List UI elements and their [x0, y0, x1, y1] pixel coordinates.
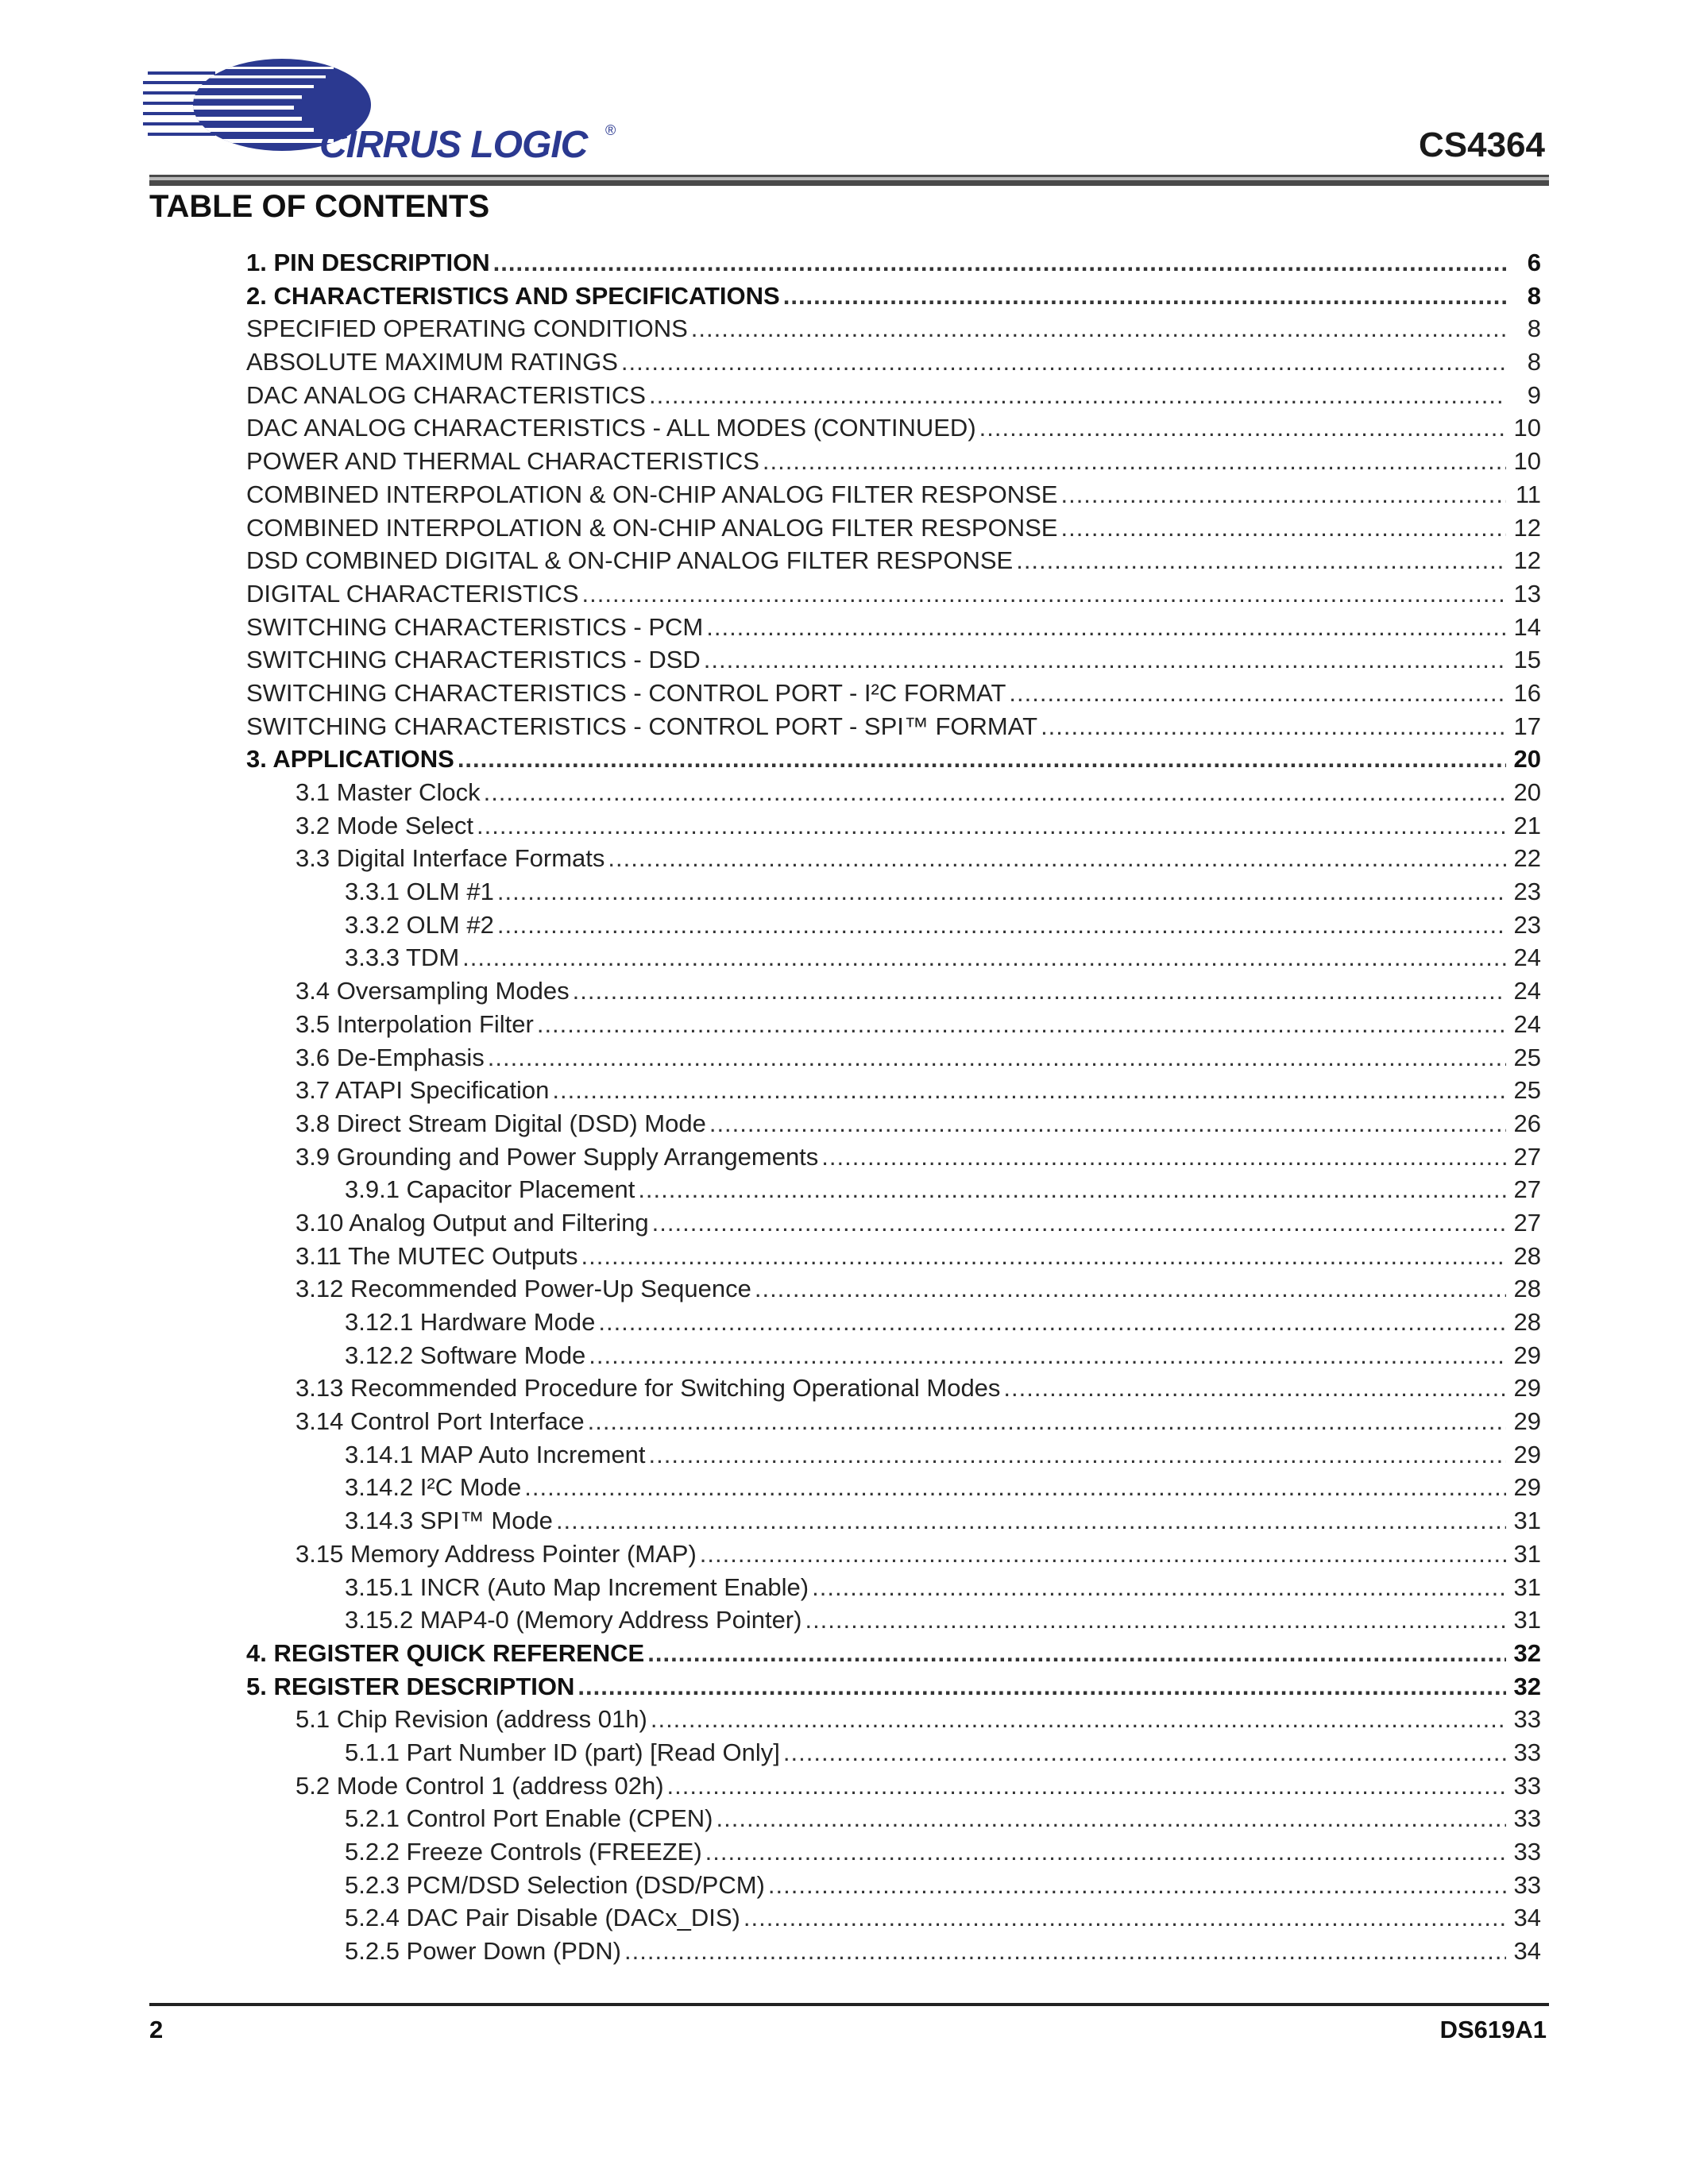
toc-entry[interactable]: [246, 1471, 1541, 1504]
dot-leader: [1041, 710, 1506, 743]
toc-entry-page: 23: [1513, 878, 1541, 906]
toc-entry-label: COMBINED INTERPOLATION & ON-CHIP ANALOG FILTER RESPONSE: [246, 513, 1058, 542]
toc-entry-page: 31: [1513, 1572, 1541, 1601]
dot-leader: [537, 1008, 1506, 1041]
toc-entry-page: 28: [1513, 1308, 1541, 1336]
toc-entry-label: 2. CHARACTERISTICS AND SPECIFICATIONS: [246, 281, 780, 310]
page-number: 2: [149, 2016, 164, 2043]
toc-entry-page: 33: [1513, 1870, 1541, 1899]
dot-leader: [763, 445, 1506, 478]
toc-entry-label: 5.2.5 Power Down (PDN): [345, 1937, 622, 1966]
toc-entry-page: 8: [1527, 314, 1541, 343]
dot-leader: [647, 1637, 1506, 1670]
toc-entry-page: 32: [1513, 1638, 1541, 1667]
dot-leader: [477, 809, 1506, 843]
dot-leader: [488, 1041, 1506, 1075]
toc-entry-page: 32: [1513, 1672, 1541, 1700]
toc-entry[interactable]: [246, 1107, 1541, 1140]
toc-entry-page: 17: [1513, 712, 1541, 740]
toc-entry[interactable]: [246, 974, 1541, 1008]
toc-entry-label: 3.3.3 TDM: [345, 943, 460, 972]
toc-entry[interactable]: [246, 312, 1541, 345]
toc-entry-label: 3.1 Master Clock: [295, 778, 481, 806]
toc-entry-label: 3.12.1 Hardware Mode: [345, 1308, 596, 1336]
toc-entry-page: 9: [1527, 380, 1541, 409]
dot-leader: [556, 1504, 1506, 1538]
dot-leader: [588, 1405, 1506, 1438]
dot-leader: [979, 411, 1506, 445]
toc-entry[interactable]: [246, 445, 1541, 478]
toc-entry[interactable]: [246, 1173, 1541, 1206]
toc-entry[interactable]: [246, 909, 1541, 942]
toc-entry-page: 25: [1513, 1043, 1541, 1071]
dot-leader: [577, 1670, 1506, 1704]
toc-entry-label: 3.9 Grounding and Power Supply Arrangements: [295, 1142, 819, 1171]
toc-entry-page: 27: [1513, 1175, 1541, 1204]
toc-entry[interactable]: [246, 345, 1541, 379]
toc-entry[interactable]: [246, 743, 1541, 776]
toc-entry-label: 5.1.1 Part Number ID (part) [Read Only]: [345, 1738, 780, 1766]
toc-entry-page: 8: [1527, 281, 1541, 310]
toc-entry-label: 3.7 ATAPI Specification: [295, 1076, 550, 1105]
toc-entry-label: 5.2 Mode Control 1 (address 02h): [295, 1771, 664, 1800]
dot-leader: [624, 1935, 1506, 1968]
toc-entry-label: SPECIFIED OPERATING CONDITIONS: [246, 314, 688, 343]
toc-entry-page: 6: [1527, 249, 1541, 276]
toc-entry-page: 11: [1515, 480, 1541, 508]
toc-entry-label: 3.14.3 SPI™ Mode: [345, 1507, 553, 1535]
toc-entry-label: 3.2 Mode Select: [295, 811, 474, 839]
toc-entry-label: 3.4 Oversampling Modes: [295, 977, 570, 1005]
toc-entry-label: 3.8 Direct Stream Digital (DSD) Mode: [295, 1109, 706, 1137]
toc-entry-page: 20: [1513, 745, 1541, 774]
toc-entry-page: 12: [1513, 513, 1541, 542]
toc-entry-label: 3.14.2 I²C Mode: [345, 1473, 522, 1502]
toc-entry[interactable]: [246, 246, 1541, 280]
toc-entry-label: 3.15.2 MAP4-0 (Memory Address Pointer): [345, 1606, 802, 1634]
dot-leader: [705, 1835, 1506, 1869]
toc-entry-page: 29: [1513, 1440, 1541, 1468]
dot-leader: [783, 280, 1506, 313]
dot-leader: [1060, 478, 1506, 511]
footer-divider: [149, 2003, 1549, 2006]
toc-entry[interactable]: [246, 280, 1541, 313]
toc-entry-label: 5.2.3 PCM/DSD Selection (DSD/PCM): [345, 1870, 765, 1899]
toc-entry-page: 8: [1527, 348, 1541, 376]
toc-entry[interactable]: [246, 1571, 1541, 1604]
toc-entry-label: 3.14.1 MAP Auto Increment: [345, 1440, 646, 1468]
dot-leader: [691, 312, 1506, 345]
toc-entry[interactable]: [246, 1869, 1541, 1902]
dot-leader: [552, 1074, 1506, 1107]
toc-entry-label: 3.15.1 INCR (Auto Map Increment Enable): [345, 1572, 809, 1601]
toc-entry-page: 29: [1513, 1407, 1541, 1436]
toc-entry[interactable]: [246, 1306, 1541, 1339]
toc-entry[interactable]: [246, 1736, 1541, 1769]
toc-entry-label: DIGITAL CHARACTERISTICS: [246, 579, 579, 608]
toc-entry-label: ABSOLUTE MAXIMUM RATINGS: [246, 348, 618, 376]
toc-entry[interactable]: [246, 710, 1541, 743]
toc-entry-page: 13: [1513, 579, 1541, 608]
dot-leader: [812, 1571, 1506, 1604]
dot-leader: [717, 1802, 1507, 1835]
dot-leader: [1009, 677, 1506, 710]
toc-entry-page: 10: [1513, 447, 1541, 476]
toc-entry-page: 25: [1513, 1076, 1541, 1105]
dot-leader: [805, 1603, 1506, 1637]
toc-entry-page: 33: [1513, 1771, 1541, 1800]
toc-entry-page: 12: [1513, 546, 1541, 575]
toc-entry[interactable]: [246, 1901, 1541, 1935]
toc-entry[interactable]: [246, 1504, 1541, 1538]
toc-entry-label: 3.14 Control Port Interface: [295, 1407, 585, 1436]
toc-entry-label: 3.11 The MUTEC Outputs: [295, 1241, 578, 1270]
toc-entry-page: 34: [1513, 1904, 1541, 1932]
toc-entry[interactable]: [246, 1240, 1541, 1273]
toc-entry-label: 3.10 Analog Output and Filtering: [295, 1208, 649, 1237]
toc-entry-label: SWITCHING CHARACTERISTICS - CONTROL PORT - I²C FORMAT: [246, 678, 1006, 707]
toc-entry-label: 3.3.2 OLM #2: [345, 910, 494, 939]
dot-leader: [709, 1107, 1506, 1140]
toc-entry[interactable]: [246, 842, 1541, 875]
dot-leader: [524, 1471, 1506, 1504]
toc-entry-page: 28: [1513, 1241, 1541, 1270]
toc-entry[interactable]: [246, 875, 1541, 909]
toc-entry-label: 3.5 Interpolation Filter: [295, 1009, 534, 1038]
toc-entry-page: 24: [1513, 977, 1541, 1005]
toc-entry-page: 22: [1513, 844, 1541, 873]
dot-leader: [1003, 1372, 1506, 1405]
dot-leader: [573, 974, 1506, 1008]
dot-leader: [700, 1538, 1506, 1571]
toc-title: TABLE OF CONTENTS: [149, 189, 490, 224]
toc-entry-page: 16: [1513, 678, 1541, 707]
toc-entry[interactable]: [246, 1670, 1541, 1704]
toc-entry-label: DSD COMBINED DIGITAL & ON-CHIP ANALOG FILTER RESPONSE: [246, 546, 1014, 575]
toc-entry-page: 20: [1513, 778, 1541, 806]
dot-leader: [651, 1703, 1506, 1736]
dot-leader: [493, 246, 1506, 280]
toc-entry-page: 15: [1513, 646, 1541, 674]
dot-leader: [706, 611, 1506, 644]
dot-leader: [497, 909, 1506, 942]
toc-entry-page: 31: [1513, 1539, 1541, 1568]
dot-leader: [667, 1769, 1506, 1803]
toc-entry-page: 34: [1513, 1937, 1541, 1966]
dot-leader: [582, 577, 1506, 611]
toc-entry-page: 14: [1513, 612, 1541, 641]
dot-leader: [458, 743, 1506, 776]
registered-mark: ®: [605, 122, 616, 138]
toc-entry-label: DAC ANALOG CHARACTERISTICS - ALL MODES (CONTINUED): [246, 414, 976, 442]
toc-entry-page: 31: [1513, 1507, 1541, 1535]
toc-entry-label: 3.3 Digital Interface Formats: [295, 844, 605, 873]
toc-entry-label: 3.6 De-Emphasis: [295, 1043, 485, 1071]
toc-entry-page: 29: [1513, 1374, 1541, 1403]
toc-entry-label: SWITCHING CHARACTERISTICS - DSD: [246, 646, 701, 674]
toc-entry-page: 26: [1513, 1109, 1541, 1137]
toc-entry-label: DAC ANALOG CHARACTERISTICS: [246, 380, 646, 409]
toc-entry[interactable]: [246, 411, 1541, 445]
dot-leader: [649, 379, 1506, 412]
toc-entry[interactable]: [246, 1140, 1541, 1174]
toc-entry[interactable]: [246, 1272, 1541, 1306]
toc-entry[interactable]: [246, 1041, 1541, 1075]
toc-entry-label: 4. REGISTER QUICK REFERENCE: [246, 1638, 645, 1667]
dot-leader: [621, 345, 1506, 379]
document-id: DS619A1: [1439, 2016, 1547, 2043]
toc-entry-label: COMBINED INTERPOLATION & ON-CHIP ANALOG FILTER RESPONSE: [246, 480, 1058, 508]
toc-entry-page: 21: [1513, 811, 1541, 839]
toc-entry-label: POWER AND THERMAL CHARACTERISTICS: [246, 447, 759, 476]
toc-entry-label: 3.13 Recommended Procedure for Switching Operational Modes: [295, 1374, 1001, 1403]
toc-entry-page: 33: [1513, 1738, 1541, 1766]
toc-entry[interactable]: [246, 544, 1541, 577]
toc-entry-page: 33: [1513, 1838, 1541, 1866]
toc-entry[interactable]: [246, 1802, 1541, 1835]
part-number: CS4364: [1418, 125, 1545, 164]
dot-leader: [581, 1240, 1506, 1273]
toc-entry[interactable]: [246, 1438, 1541, 1472]
toc-entry[interactable]: [246, 1405, 1541, 1438]
toc-entry-label: 5.1 Chip Revision (address 01h): [295, 1705, 647, 1734]
toc-entry-page: 27: [1513, 1208, 1541, 1237]
dot-leader: [704, 643, 1506, 677]
cirrus-logic-logo: [143, 56, 635, 167]
dot-leader: [821, 1140, 1506, 1174]
dot-leader: [744, 1901, 1506, 1935]
dot-leader: [608, 842, 1506, 875]
toc-entry[interactable]: [246, 1769, 1541, 1803]
dot-leader: [768, 1869, 1506, 1902]
dot-leader: [755, 1272, 1506, 1306]
toc-entry-page: 27: [1513, 1142, 1541, 1171]
toc-entry-label: 5.2.2 Freeze Controls (FREEZE): [345, 1838, 702, 1866]
dot-leader: [484, 776, 1506, 809]
toc-entry[interactable]: [246, 1339, 1541, 1372]
toc-entry-page: 10: [1513, 414, 1541, 442]
toc-entry-label: 3.12 Recommended Power-Up Sequence: [295, 1275, 751, 1303]
toc-entry[interactable]: [246, 1603, 1541, 1637]
toc-entry[interactable]: [246, 1637, 1541, 1670]
table-of-contents: [246, 246, 1541, 1968]
toc-entry[interactable]: [246, 379, 1541, 412]
toc-entry-label: 5. REGISTER DESCRIPTION: [246, 1672, 575, 1700]
toc-entry-label: 3.15 Memory Address Pointer (MAP): [295, 1539, 697, 1568]
toc-entry[interactable]: [246, 478, 1541, 511]
dot-leader: [638, 1173, 1506, 1206]
toc-entry[interactable]: [246, 1703, 1541, 1736]
toc-entry-page: 29: [1513, 1473, 1541, 1502]
toc-entry-label: SWITCHING CHARACTERISTICS - CONTROL PORT - SPI™ FORMAT: [246, 712, 1038, 740]
toc-entry-label: 3.12.2 Software Mode: [345, 1341, 586, 1369]
toc-entry[interactable]: [246, 1008, 1541, 1041]
toc-entry-page: 33: [1513, 1705, 1541, 1734]
dot-leader: [1016, 544, 1506, 577]
toc-entry[interactable]: [246, 511, 1541, 545]
dot-leader: [497, 875, 1506, 909]
dot-leader: [598, 1306, 1506, 1339]
toc-entry-label: 3.3.1 OLM #1: [345, 878, 494, 906]
toc-entry[interactable]: [246, 1835, 1541, 1869]
toc-entry[interactable]: [246, 677, 1541, 710]
toc-entry[interactable]: [246, 1538, 1541, 1571]
dot-leader: [462, 941, 1506, 974]
toc-entry-page: 31: [1513, 1606, 1541, 1634]
toc-entry-page: 24: [1513, 943, 1541, 972]
dot-leader: [652, 1206, 1506, 1240]
toc-entry-page: 23: [1513, 910, 1541, 939]
toc-entry[interactable]: [246, 643, 1541, 677]
toc-entry-page: 29: [1513, 1341, 1541, 1369]
toc-entry-label: 5.2.4 DAC Pair Disable (DACx_DIS): [345, 1904, 740, 1932]
toc-entry[interactable]: [246, 1074, 1541, 1107]
toc-entry[interactable]: [246, 611, 1541, 644]
toc-entry-page: 28: [1513, 1275, 1541, 1303]
toc-entry-label: 3. APPLICATIONS: [246, 745, 454, 774]
toc-entry-page: 24: [1513, 1009, 1541, 1038]
dot-leader: [589, 1339, 1506, 1372]
logo-text: CIRRUS LOGIC: [319, 124, 588, 166]
toc-entry[interactable]: [246, 1372, 1541, 1405]
header-divider: [149, 175, 1549, 186]
toc-entry-label: 5.2.1 Control Port Enable (CPEN): [345, 1804, 713, 1833]
toc-entry[interactable]: [246, 577, 1541, 611]
toc-entry[interactable]: [246, 776, 1541, 809]
dot-leader: [649, 1438, 1506, 1472]
toc-entry-page: 33: [1513, 1804, 1541, 1833]
toc-entry[interactable]: [246, 809, 1541, 843]
toc-entry[interactable]: [246, 1206, 1541, 1240]
toc-entry-label: SWITCHING CHARACTERISTICS - PCM: [246, 612, 704, 641]
toc-entry-label: 3.9.1 Capacitor Placement: [345, 1175, 635, 1204]
toc-entry[interactable]: [246, 941, 1541, 974]
toc-entry-label: 1. PIN DESCRIPTION: [246, 249, 490, 276]
dot-leader: [783, 1736, 1506, 1769]
toc-entry[interactable]: [246, 1935, 1541, 1968]
dot-leader: [1060, 511, 1506, 545]
